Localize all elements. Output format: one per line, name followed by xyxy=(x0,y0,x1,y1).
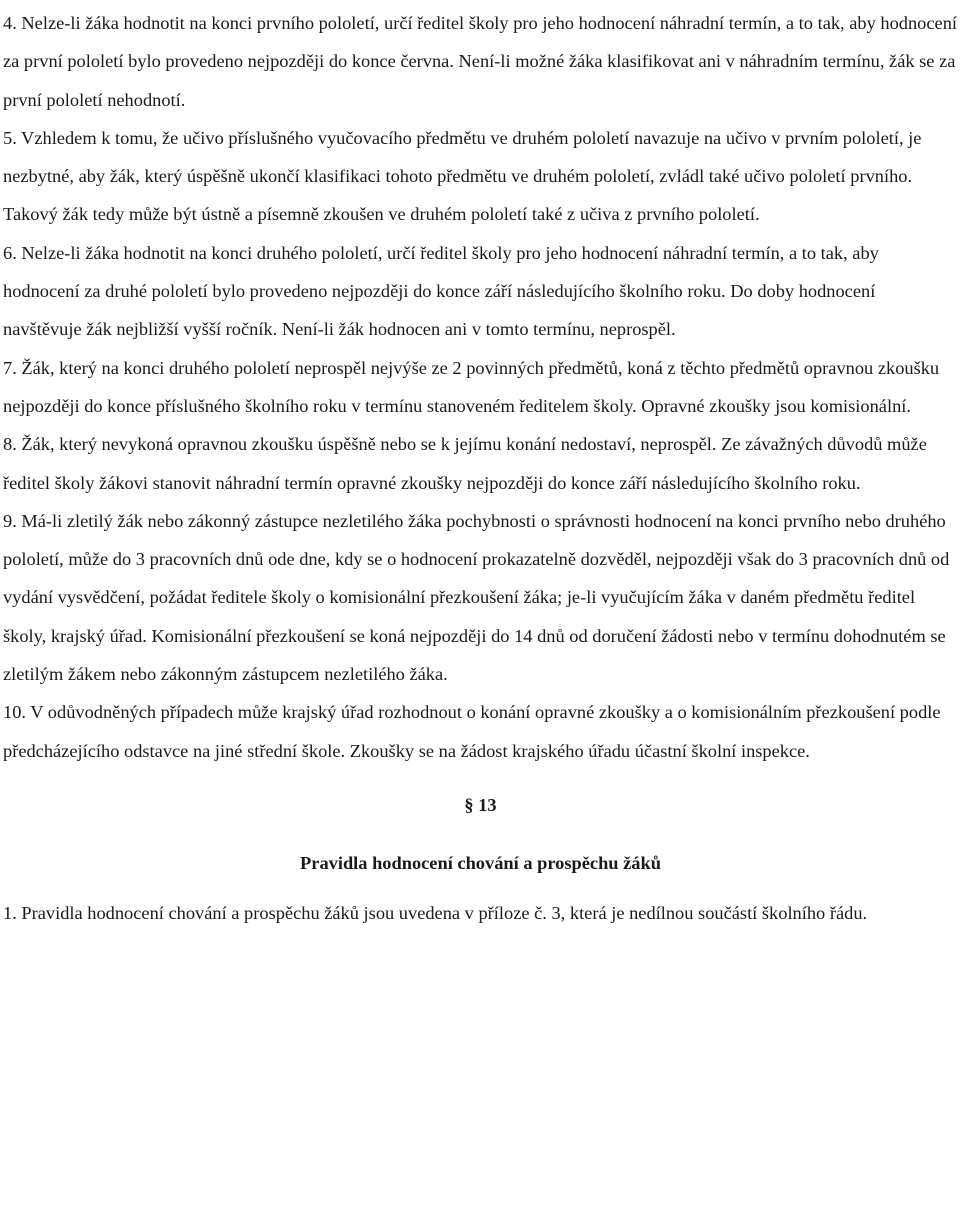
paragraph-9: 9. Má-li zletilý žák nebo zákonný zástupce nezletilého žáka pochybnosti o správnosti hodnocení na konci prvního nebo druhého pololetí, může do 3 pracovních dnů ode dne, kdy se o hodnocení prokazatelně dozvěděl, nejpozději však do 3 pracovních dnů od vydání vysvědčení, požádat ředitele školy o komisionální přezkoušení žáka; je-li vyučujícím žáka v daném předmětu ředitel školy, krajský úřad. Komisionální přezkoušení se koná nejpozději do 14 dnů od doručení žádosti nebo v termínu dohodnutém se zletilým žákem nebo zákonným zástupcem nezletilého žáka. xyxy=(3,510,950,685)
paragraph-6: 6. Nelze-li žáka hodnotit na konci druhého pololetí, určí ředitel školy pro jeho hodnocení náhradní termín, a to tak, aby hodnocení za druhé pololetí bylo provedeno nejpozději do konce září následujícího školního roku. Do doby hodnocení navštěvuje žák nejbližší vyšší ročník. Není-li žák hodnocen ani v tomto termínu, neprospěl. xyxy=(3,242,879,340)
paragraph-10: 10. V odůvodněných případech může krajský úřad rozhodnout o konání opravné zkoušky a o komisionálním přezkoušení podle předcházejícího odstavce na jiné střední škole. Zkoušky se na žádost krajského úřadu účastní školní inspekce. xyxy=(3,702,941,761)
section-paragraph-1: 1. Pravidla hodnocení chování a prospěchu žáků jsou uvedena v příloze č. 3, která je nedílnou součástí školního řádu. xyxy=(3,902,868,923)
section-number: § 13 xyxy=(464,794,497,815)
paragraph-7: 7. Žák, který na konci druhého pololetí neprospěl nejvýše ze 2 povinných předmětů, koná z těchto předmětů opravnou zkoušku nejpozději do konce příslušného školního roku v termínu stanoveném ředitelem školy. Opravné zkoušky jsou komisionální. xyxy=(3,357,940,416)
paragraph-5: 5. Vzhledem k tomu, že učivo příslušného vyučovacího předmětu ve druhém pololetí navazuje na učivo v prvním pololetí, je nezbytné, aby žák, který úspěšně ukončí klasifikaci tohoto předmětu ve druhém pololetí, zvládl také učivo pololetí prvního. Takový žák tedy může být ústně a písemně zkoušen ve druhém pololetí také z učiva z prvního pololetí. xyxy=(3,127,922,225)
section-title: Pravidla hodnocení chování a prospěchu žáků xyxy=(300,852,661,873)
paragraph-8: 8. Žák, který nevykoná opravnou zkoušku úspěšně nebo se k jejímu konání nedostaví, neprospěl. Ze závažných důvodů může ředitel školy žákovi stanovit náhradní termín opravné zkoušky nejpozději do konce září následujícího školního roku. xyxy=(3,434,927,493)
paragraph-4: 4. Nelze-li žáka hodnotit na konci prvního pololetí, určí ředitel školy pro jeho hodnocení náhradní termín, a to tak, aby hodnocení za první pololetí bylo provedeno nejpozději do konce června. Není-li možné žáka klasifikovat ani v náhradním termínu, žák se za první pololetí nehodnotí. xyxy=(3,13,958,110)
